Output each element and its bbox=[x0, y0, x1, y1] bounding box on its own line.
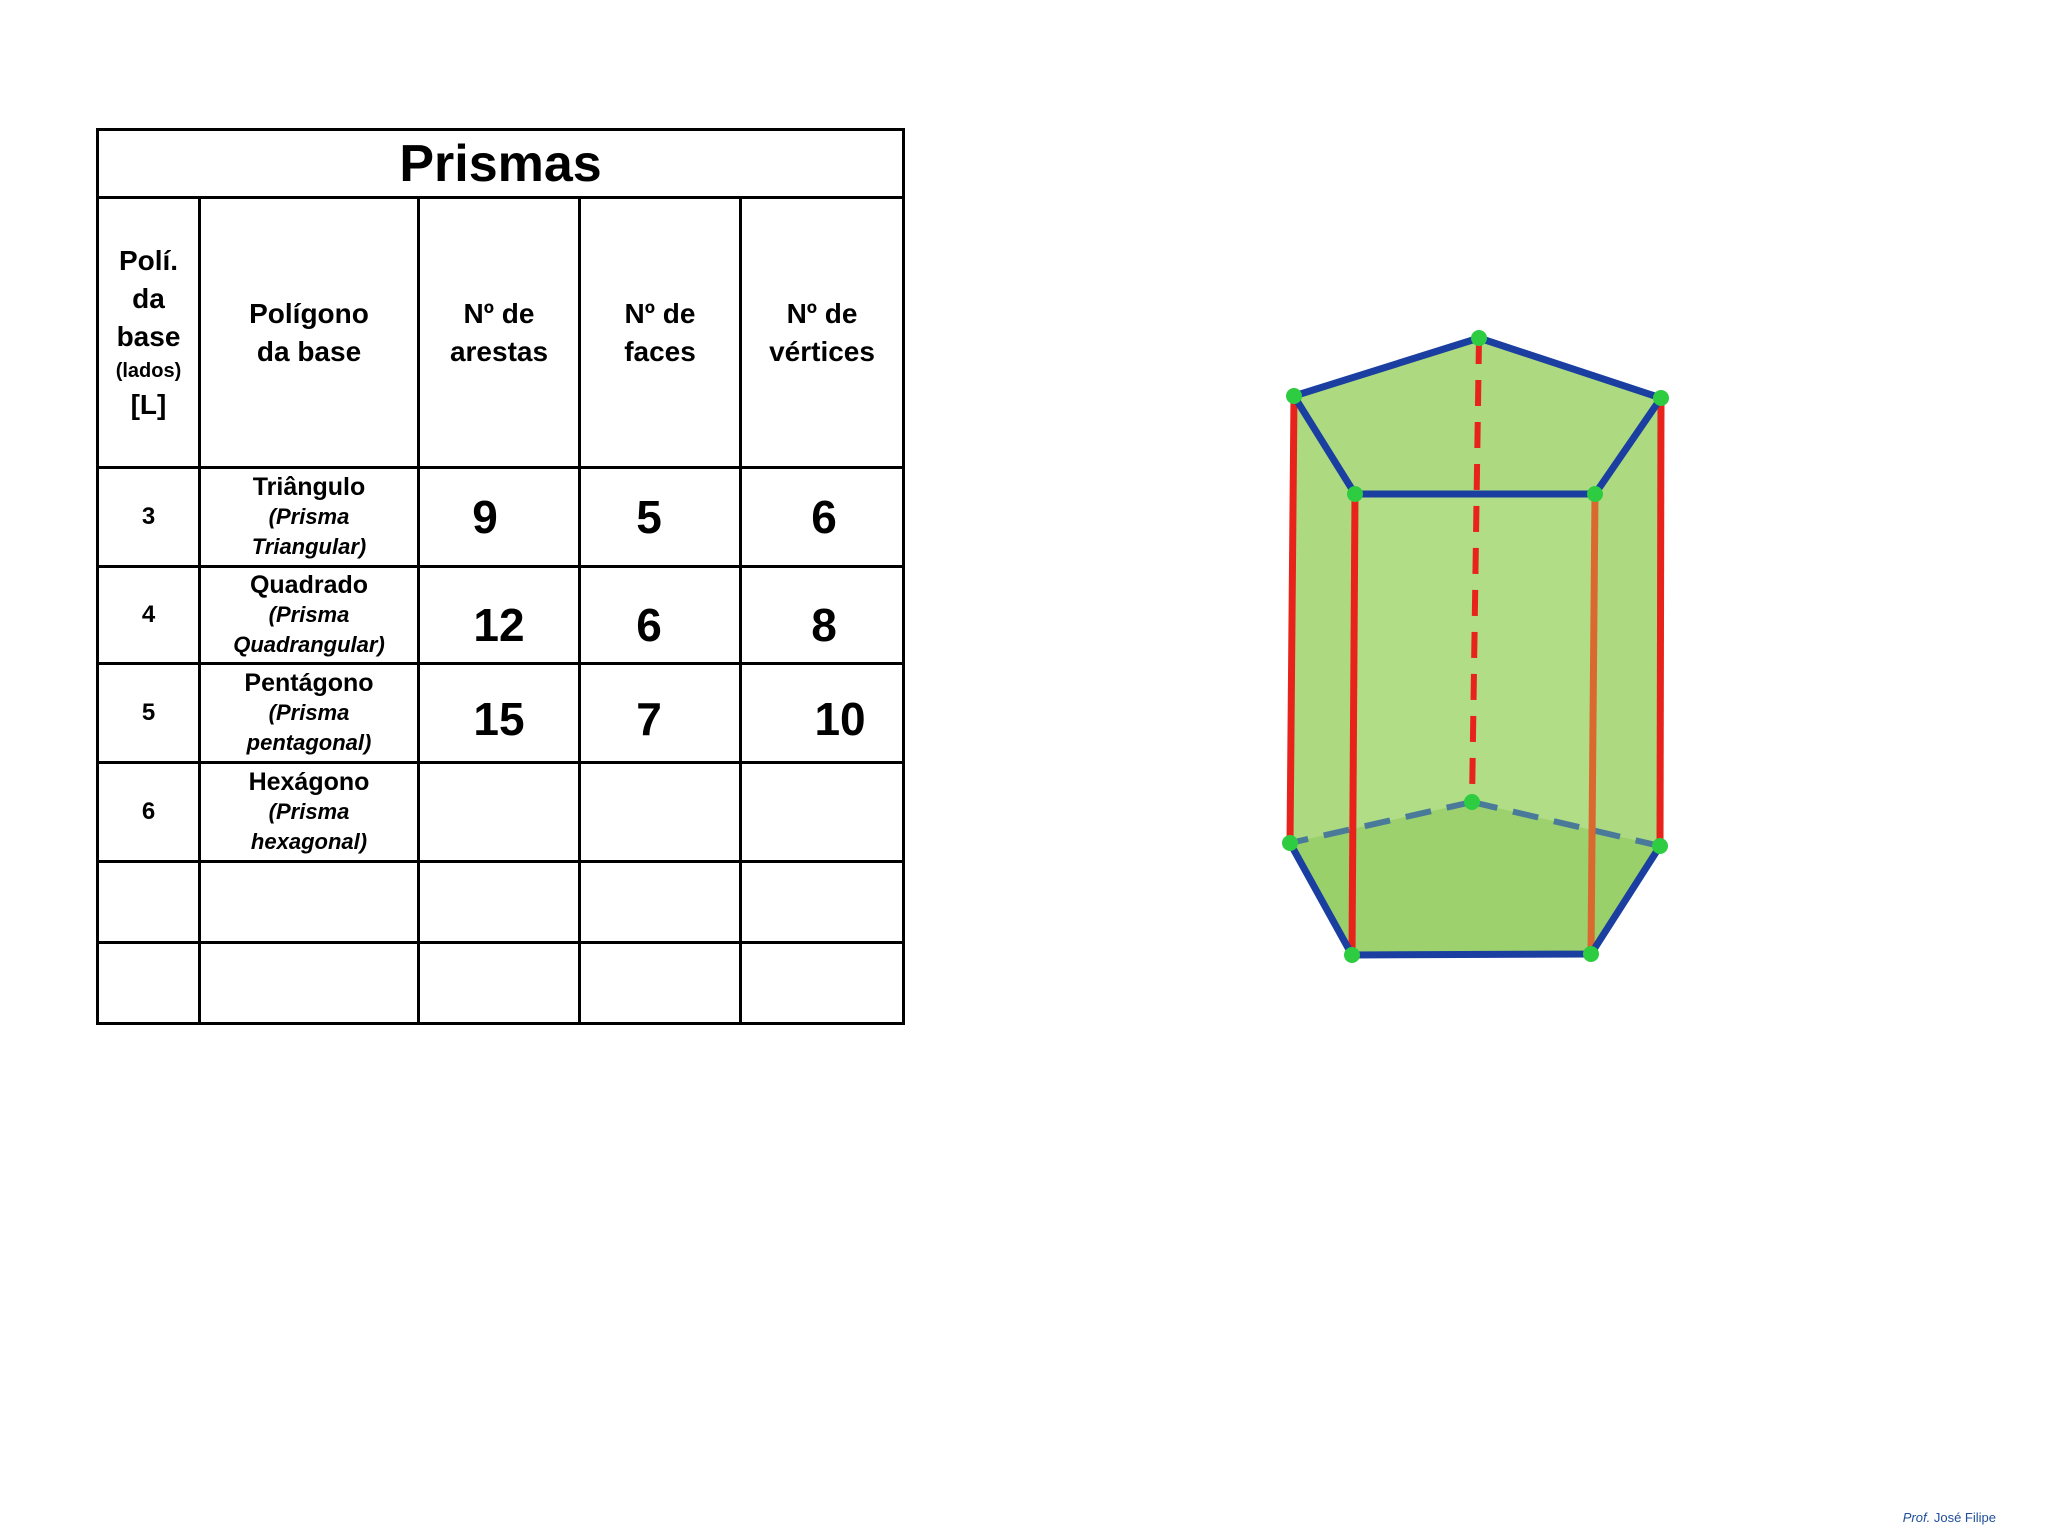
edges-value: 12 bbox=[473, 599, 525, 651]
header-sides-line4: (lados) bbox=[115, 359, 182, 382]
header-sides-line5: [L] bbox=[130, 388, 167, 420]
polygon-name: Pentágono bbox=[244, 669, 374, 697]
polygon-name: Quadrado bbox=[249, 571, 369, 599]
lateral-edge bbox=[1290, 396, 1294, 843]
polygon-sub: (Prisma bbox=[268, 602, 350, 627]
lateral-edge bbox=[1660, 398, 1661, 846]
header-vertices-line1: Nº de bbox=[786, 297, 858, 329]
vertex bbox=[1347, 486, 1363, 502]
cell-sides: 6 bbox=[98, 763, 200, 862]
author-credit bbox=[1903, 1510, 1996, 1525]
cell-edges bbox=[419, 567, 580, 664]
lateral-edge bbox=[1591, 494, 1595, 954]
header-polygon-line2: da base bbox=[256, 335, 362, 367]
polygon-sub: Quadrangular) bbox=[233, 632, 385, 657]
vertex bbox=[1286, 388, 1302, 404]
vertices-value: 10 bbox=[814, 693, 866, 745]
header-sides-line1: Polí. bbox=[118, 244, 179, 276]
header-polygon bbox=[200, 198, 419, 468]
cell-polygon bbox=[200, 763, 419, 862]
header-edges-line2: arestas bbox=[449, 335, 549, 367]
table-row bbox=[98, 567, 904, 664]
lateral-edge bbox=[1352, 494, 1355, 955]
table-row-empty bbox=[98, 862, 904, 943]
vertex bbox=[1583, 946, 1599, 962]
polygon-name: Triângulo bbox=[252, 473, 366, 501]
faces-value: 7 bbox=[636, 693, 662, 745]
vertex bbox=[1653, 390, 1669, 406]
table-row bbox=[98, 468, 904, 567]
header-sides bbox=[98, 198, 200, 468]
vertex bbox=[1464, 794, 1480, 810]
empty-cell bbox=[580, 862, 741, 943]
cell-vertices bbox=[741, 567, 904, 664]
empty-cell bbox=[98, 943, 200, 1024]
header-polygon-line1: Polígono bbox=[249, 297, 369, 329]
table-row-empty bbox=[98, 943, 904, 1024]
edges-value: 15 bbox=[473, 693, 525, 745]
vertices-value: 6 bbox=[811, 491, 837, 543]
prisms-table bbox=[96, 128, 905, 1025]
polygon-sub: hexagonal) bbox=[250, 829, 368, 854]
header-edges bbox=[419, 198, 580, 468]
credit-prefix: Prof. bbox=[1902, 1510, 1931, 1525]
empty-cell bbox=[200, 862, 419, 943]
header-sides-line3: base bbox=[116, 320, 181, 352]
cell-faces bbox=[580, 763, 741, 862]
faces-value: 5 bbox=[636, 491, 662, 543]
faces-value: 6 bbox=[636, 599, 662, 651]
vertex bbox=[1587, 486, 1603, 502]
empty-cell bbox=[200, 943, 419, 1024]
vertex bbox=[1471, 330, 1487, 346]
vertices-value: 8 bbox=[811, 599, 837, 651]
table-row bbox=[98, 664, 904, 763]
table-row bbox=[98, 763, 904, 862]
cell-sides: 5 bbox=[98, 664, 200, 763]
polygon-name: Hexágono bbox=[248, 768, 370, 796]
vertex bbox=[1282, 835, 1298, 851]
polygon-sub: (Prisma bbox=[268, 799, 350, 824]
header-faces-line1: Nº de bbox=[624, 297, 696, 329]
cell-sides: 4 bbox=[98, 567, 200, 664]
edges-value: 9 bbox=[472, 491, 498, 543]
cell-edges bbox=[419, 763, 580, 862]
cell-faces bbox=[580, 567, 741, 664]
polygon-sub: (Prisma bbox=[268, 504, 350, 529]
cell-edges bbox=[419, 664, 580, 763]
cell-faces bbox=[580, 468, 741, 567]
header-vertices bbox=[741, 198, 904, 468]
header-sides-line2: da bbox=[132, 282, 165, 314]
empty-cell bbox=[419, 862, 580, 943]
header-vertices-line2: vértices bbox=[769, 335, 875, 367]
empty-cell bbox=[419, 943, 580, 1024]
cell-vertices bbox=[741, 763, 904, 862]
cell-polygon bbox=[200, 468, 419, 567]
cell-sides: 3 bbox=[98, 468, 200, 567]
cell-vertices bbox=[741, 664, 904, 763]
cell-polygon bbox=[200, 567, 419, 664]
header-faces-line2: faces bbox=[624, 335, 696, 367]
table-title: Prismas bbox=[98, 130, 904, 198]
empty-cell bbox=[741, 862, 904, 943]
empty-cell bbox=[741, 943, 904, 1024]
vertex bbox=[1652, 838, 1668, 854]
empty-cell bbox=[98, 862, 200, 943]
empty-cell bbox=[580, 943, 741, 1024]
polygon-sub: pentagonal) bbox=[246, 730, 372, 755]
header-edges-line1: Nº de bbox=[463, 297, 535, 329]
polygon-sub: Triangular) bbox=[251, 534, 367, 559]
polygon-sub: (Prisma bbox=[268, 700, 350, 725]
cell-polygon bbox=[200, 664, 419, 763]
pentagonal-prism-illustration bbox=[1240, 300, 1720, 980]
cell-vertices bbox=[741, 468, 904, 567]
cell-edges bbox=[419, 468, 580, 567]
cell-faces bbox=[580, 664, 741, 763]
header-faces bbox=[580, 198, 741, 468]
vertex bbox=[1344, 947, 1360, 963]
credit-name: José Filipe bbox=[1933, 1510, 1996, 1525]
